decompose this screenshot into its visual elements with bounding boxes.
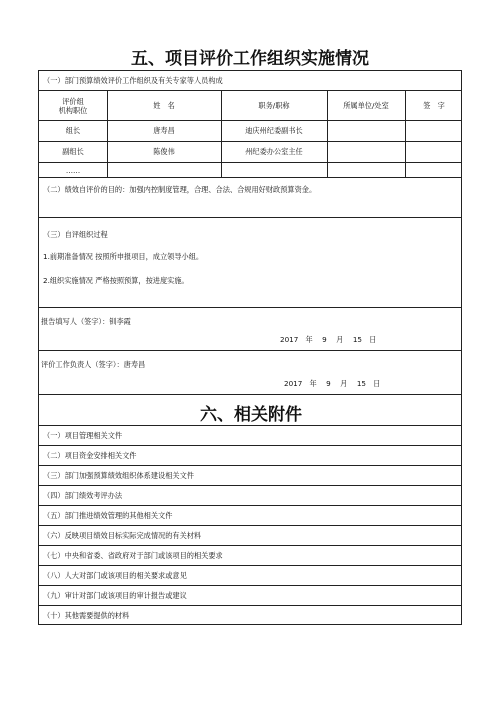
column-header-row [39, 90, 461, 120]
list-item [39, 425, 461, 445]
section-6-title-row [39, 395, 461, 425]
list-item [39, 585, 461, 605]
evaluation-leader-label: 评价工作负责人（签字）：唐寿昌 [41, 360, 146, 369]
member-title: 迪庆州纪委副书长 [245, 126, 303, 135]
evaluation-organization-table [38, 70, 462, 395]
list-item [39, 545, 461, 565]
purpose-row [39, 177, 461, 217]
attachment-item: （十）其他需要提供的材料 [43, 610, 130, 620]
evaluation-leader-row [39, 350, 461, 396]
attachment-item: （六）反映项目绩效目标实际完成情况的有关材料 [43, 530, 202, 540]
attachment-item: （九）审计对部门或该项目的审计报告或建议 [43, 590, 187, 600]
report-filler-row [39, 307, 461, 350]
col-unit-header: 所属单位/处室 [343, 100, 389, 110]
attachment-item: （三）部门加强预算绩效组织体系建设相关文件 [43, 470, 194, 480]
table-row [39, 162, 461, 177]
member-role: 副组长 [62, 147, 84, 156]
report-filler-label: 报告填写人（签字）：钏李霞 [41, 317, 131, 326]
list-item [39, 445, 461, 465]
list-item [39, 485, 461, 505]
purpose-text: （二）绩效自评价的目的：加强内控制度管理，合理、合法、合规用好财政预算资金。 [43, 185, 317, 194]
attachment-item: （八）人大对部门或该项目的相关要求或意见 [43, 570, 187, 580]
table-row [39, 141, 461, 162]
member-role: …… [65, 165, 81, 175]
list-item [39, 465, 461, 485]
attachments-table [38, 395, 462, 625]
list-item [39, 605, 461, 625]
member-name: 陈俊伟 [153, 147, 175, 156]
report-filler-date: 2017 年 9 月 15 日 [280, 335, 377, 344]
attachment-item: （四）部门绩效考评办法 [43, 490, 123, 500]
list-item [39, 505, 461, 525]
member-role: 组长 [65, 126, 81, 135]
org-header-text: （一）部门预算绩效评价工作组织及有关专家等人员构成 [43, 75, 223, 85]
member-name: 唐寿昌 [153, 126, 175, 135]
col-sign-header: 签 字 [423, 100, 445, 110]
member-title: 州纪委办公室主任 [245, 147, 303, 156]
list-item [39, 525, 461, 545]
attachment-item: （二）项目资金安排相关文件 [43, 450, 137, 460]
evaluation-leader-date: 2017 年 9 月 15 日 [284, 379, 381, 388]
attachment-item: （五）部门推进绩效管理的其他相关文件 [43, 510, 173, 520]
attachment-item: （一）项目管理相关文件 [43, 430, 123, 440]
process-step-1: 1.前期准备情况 按照所申报项目，成立领导小组。 [43, 252, 204, 261]
table-row [39, 120, 461, 141]
process-heading: （三）自评组织过程 [43, 230, 108, 239]
col-title-header: 职务/职称 [258, 100, 290, 110]
col-name-header: 姓 名 [153, 100, 175, 110]
section-6-title: 六、相关附件 [200, 405, 302, 425]
process-step-2: 2.组织实施情况 严格按照预算，按进度实施。 [43, 276, 189, 285]
process-row [39, 217, 461, 307]
col-role-header: 评价组 机构职位 [58, 96, 88, 115]
section-5-title: 五、项目评价工作组织实施情况 [131, 49, 369, 69]
attachment-item: （七）中央和省委、省政府对于部门或该项目的相关要求 [43, 550, 223, 560]
list-item [39, 565, 461, 585]
org-header-row [39, 71, 461, 90]
